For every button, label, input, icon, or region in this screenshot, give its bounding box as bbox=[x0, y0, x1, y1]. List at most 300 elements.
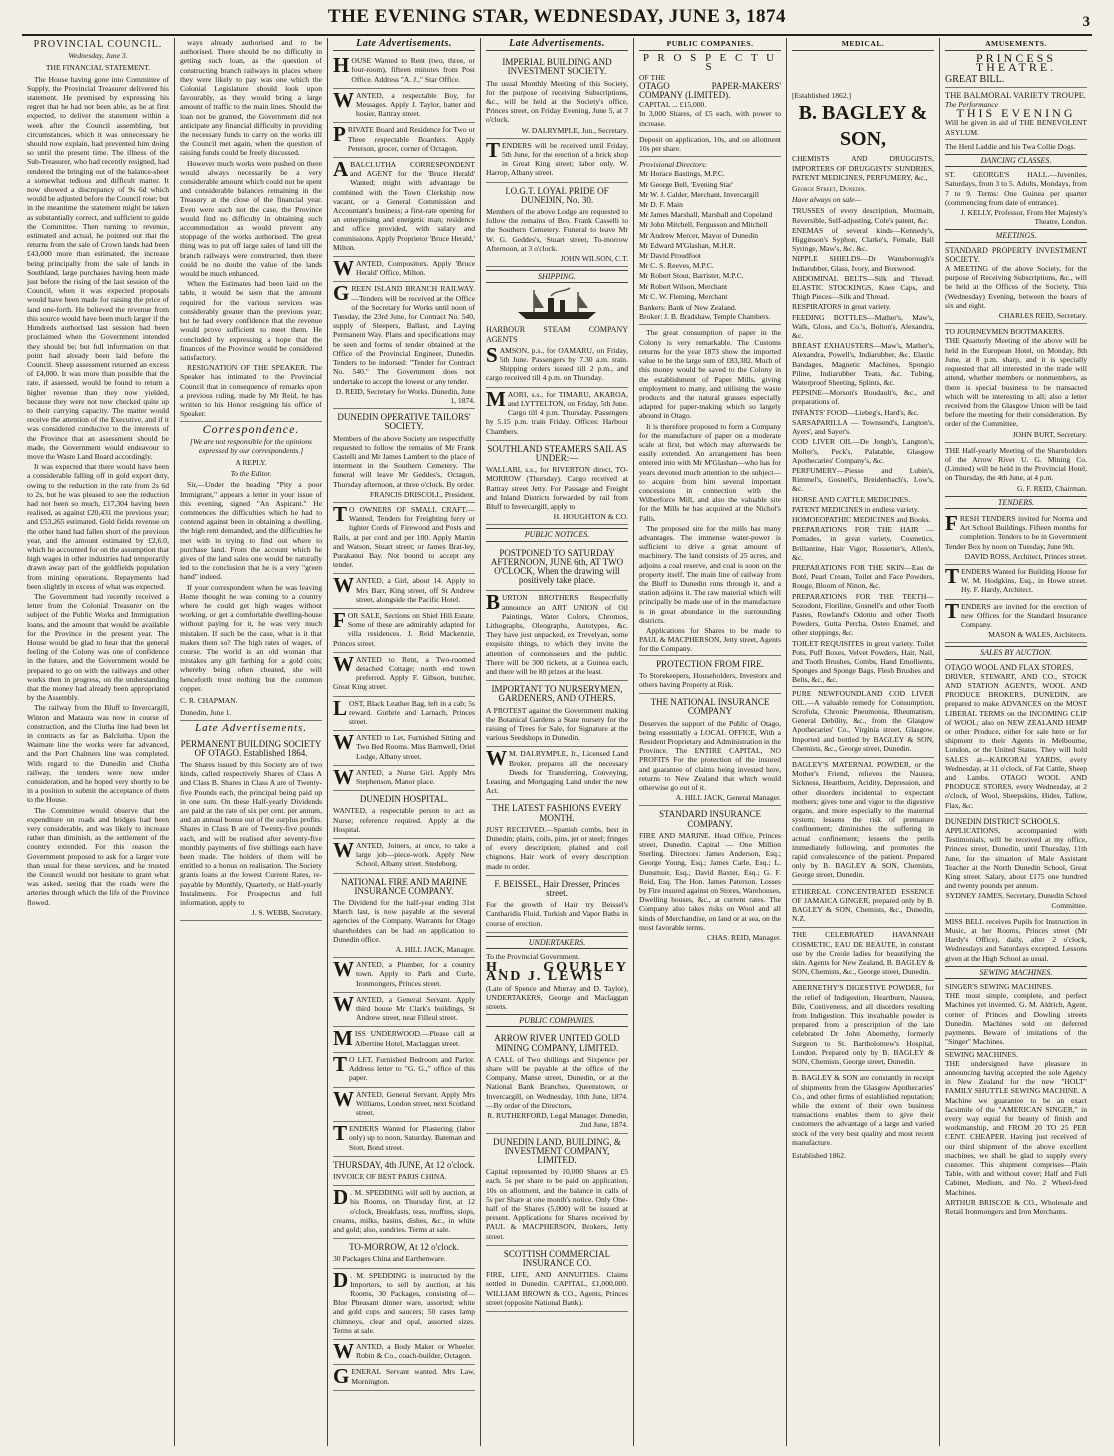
ad-text: ANTED, a Body Maker or Wheeler. Robin & Co., coach-builder, Octagon. bbox=[356, 1341, 475, 1361]
ad-heading: ARROW RIVER UNITED GOLD MINING COMPANY, LIMITED. bbox=[494, 1033, 620, 1053]
schools-sign: SYDNEY JAMES, Secretary, Dunedin School Committee. bbox=[945, 891, 1087, 910]
ad-body bbox=[333, 1267, 475, 1335]
ad-body: ABERNETHY'S DIGESTIVE POWDER, for the relief of Indigestion, Heartburn, Nausea, Bile, Costiveness, and all disorders resulting from Indigestion. This invaluable powder is prepared from a prescription of the late celebrated Dr John Abernethy, formerly Surgeon to St. Bartholomew's Hospital, London. Prepared only by B. BAGLEY & SON, Chemists, George street, Dunedin. bbox=[792, 983, 934, 1067]
ad-drop-cap: W bbox=[333, 838, 354, 863]
ad-text: O LET, Furnished Bedroom and Parlor. Address letter to "G. G.," office of this paper. bbox=[349, 1054, 475, 1083]
ad-heading: DUNEDIN HOSPITAL. bbox=[359, 794, 449, 805]
advertisement bbox=[333, 766, 475, 791]
ad-text: RIVATE Board and Residence for Two or Three respectable Boarders. Apply Peterson, grocer, corner of Octagon. bbox=[347, 125, 475, 153]
ad-heading: NATIONAL FIRE AND MARINE INSURANCE COMPANY. bbox=[341, 876, 467, 896]
ad-glasgow bbox=[792, 1071, 934, 1151]
product-line: BREAST EXHAUSTERS—Maw's, Mather's, Alexandra, Powell's, Indiarubber, &c. Elastic Bandages, Magnetic Machines, Spongio Piline, Indiarubber Teats, &c. Tubing, Waterproof Sheeting, Splints, &c. bbox=[792, 341, 934, 388]
ad-body bbox=[333, 501, 475, 570]
director-name: Mr George Bell, 'Evening Star' bbox=[639, 179, 733, 189]
ad-body bbox=[333, 991, 475, 1023]
ad-text: ANTED to Rent, a Two-roomed detached Cottage; north end town preferred. Apply F. Gibson, butcher, Great King street. bbox=[333, 654, 475, 692]
ad-text: ANTED, a Girl, about 14. Apply to Mrs Barr, King street, off St Andrew street, alongside the Pacific Hotel. bbox=[356, 576, 475, 604]
product-line: SARSAPARILLA — Townsend's, Langton's, Ayers', and Sayer's. bbox=[792, 417, 934, 437]
ad-drop-cap: P bbox=[333, 122, 346, 147]
dancing-body: ST. GEORGE'S HALL.—Juveniles, Saturdays, from 3 to 5. Adults, Mondays, from 7 to 9. Terms: One Guinea per quarter (commencing from date of entrance). bbox=[945, 170, 1087, 207]
ad-body bbox=[333, 1172, 475, 1181]
advertisement bbox=[333, 574, 475, 609]
ad-text: ANTED, Joiners, at once, to take a large job—piece-work. Apply New School, Albany street. Stedeborg. bbox=[356, 841, 475, 869]
ad-text: RESH TENDERS invited for Norma and Art School Buildings. Fifteen months for completion. Tenders to be in Government Tender Box by noon on Tuesday, June 9th. bbox=[945, 513, 1087, 551]
ad-drop-cap: D bbox=[333, 1267, 349, 1292]
ad-drop-cap: A bbox=[333, 157, 349, 182]
ad-body bbox=[333, 730, 475, 761]
capital-line: CAPITAL ... £15,000. bbox=[639, 100, 707, 110]
ad-body bbox=[333, 281, 475, 386]
letter-title: A REPLY. bbox=[235, 457, 267, 467]
advertisement bbox=[486, 747, 628, 800]
ad-heading: DUNEDIN LAND, BUILDING, & INVESTMENT COMPANY, LIMITED. bbox=[493, 1136, 621, 1165]
advertisement bbox=[333, 1122, 475, 1157]
advertisement bbox=[333, 123, 475, 158]
ad-drop-cap: T bbox=[333, 1051, 348, 1076]
advertisement bbox=[333, 791, 475, 839]
ad-text: Members of the above Society are respectfully requested to follow the remains of Mr Frank Castelli and Mr James Lambert to the place of interment in the Southern Cemetery. The funeral will leave Mr Geddes's, Octagon, Thursday afternoon, at three o'clock. By order. bbox=[333, 433, 475, 489]
letter-place: Dunedin, June 1. bbox=[180, 708, 232, 718]
columns bbox=[22, 38, 1092, 1446]
column-2 bbox=[175, 38, 328, 1446]
music-body: MISS BELL receives Pupils for Instruction in Music, at her Rooms, Princes street (Mr Hardy's Office), daily, after 2 o'clock, Wednesdays and Saturdays excepted. Lessons given at the High School as usual. bbox=[945, 916, 1087, 963]
shipping-list bbox=[486, 344, 628, 525]
ad-maternal-powder bbox=[792, 758, 934, 885]
product-line: PEPSINE—Morson's Boudault's, &c., and preparations of. bbox=[792, 388, 934, 407]
tenders-list bbox=[945, 512, 1087, 643]
ad-heading: POSTPONED TO SATURDAY AFTERNOON, JUNE 6th, AT TWO O'CLOCK, When the drawing will positively take place. bbox=[490, 547, 624, 586]
ad-protection bbox=[639, 655, 781, 695]
advertisement bbox=[333, 503, 475, 574]
ad-signature: J. S. WEBB, Secretary. bbox=[251, 908, 322, 918]
column-heading: PUBLIC COMPANIES. bbox=[639, 38, 781, 51]
ad-signature: W. DALRYMPLE, Jun., Secretary. bbox=[521, 125, 628, 135]
directors-list bbox=[639, 169, 781, 301]
ad-drop-cap: F bbox=[945, 510, 958, 535]
advertisement bbox=[333, 1340, 475, 1365]
ad-text: URTON BROTHERS Respectfully announce an ART UNION of Oil Paintings, Water Colors, Chromos, Lithographs, Oleographs, Autotypes, &c. They have just unpacked, ex Trevelyan, some exquisite things, to which they invite the attention of connoisseurs and the public. There will be 300 tickets, at a Guinea each, and there will be 80 prizes at the least. bbox=[486, 593, 628, 676]
performance-line: The Performance bbox=[945, 100, 998, 110]
prospectus-paragraph: The great consumption of paper in the Colony is very remarkable. The Customs returns for the year 1873 show the imported value to be the large sum of £83,382. Much of this money would be saved to the Colony in the establishment of Paper Mills, giving employment to many, and utilising the waste products and the natural grasses especially adapted for paper-making which so largely abound in Otago. bbox=[639, 328, 781, 421]
ads-list bbox=[333, 54, 475, 1391]
divider bbox=[639, 156, 781, 157]
ad-drop-cap: W bbox=[333, 991, 354, 1016]
ad-heading: I.O.G.T. LOYAL PRIDE OF DUNEDIN, No. 30. bbox=[505, 185, 609, 205]
ad-text: ENDERS Wanted for Plastering (labor only) up to noon, Saturday. Bateman and Stott, Bond street. bbox=[349, 1124, 475, 1152]
ad-body bbox=[486, 465, 628, 511]
ad-text: AORI, s.s., for TIMARU, AKAROA, and LYTTELTON, on Friday, 5th June. Cargo till 4 p.m. Thursday. Passengers by 5.15 p.m. train Friday. Offices: Harbour Chambers. bbox=[486, 389, 628, 436]
letter-paragraph: Sir,—Under the heading "Pity a poor Immigrant," appears a letter in your issue of this evening, signed "An Aspirant." He commences the difficulties which he had to contend against been in obtaining a dwelling, the high rent demanded, and the difficulties he met with in trying to find out where to purchase land. From the account which he gives of the land sales one would be naturally led to the conclusion that he is a very "green hand" indeed. bbox=[180, 480, 322, 582]
masthead bbox=[22, 6, 1092, 36]
advertisement bbox=[486, 344, 628, 388]
correspondence-disclaimer: [We are not responsible for the opinions expressed by our correspondents.] bbox=[190, 436, 312, 455]
ad-text: ENDERS Wanted for Building House for W. M. Hodgkins, Esq., in Howe street. Hy. F. Hardy, Architect. bbox=[961, 566, 1087, 595]
ad-text: . M. SPEDDING is instructed by the Importers, to sell by auction, at his Rooms, 30 Packages, consisting of—Blue Pheasant dinner ware, assorted; white and gold cups and saucers; 50 cases lamp chimneys, clear and opal, assorted sizes. Terms at sale. bbox=[333, 1270, 475, 1335]
sewing2-title: SEWING MACHINES. bbox=[945, 1049, 1087, 1059]
ad-text: WALLABI, s.s., for RIVERTON direct, TO-MORROW (Thursday). Cargo received at Rattray street Jetty. For Passage and Freight and Inland Districts forwarded by rail from Bluff to Invercargill, apply to bbox=[486, 465, 628, 511]
advertisement bbox=[486, 545, 628, 592]
singer-body: THE most simple, complete, and perfect Machines yet invented. G. M. Aldrich, Agent, corner of Princes and Dowling streets Dunedin. Machines sold on deferred payments. Beware of imitations of the "Singer" Machines. bbox=[945, 991, 1087, 1047]
ad-body bbox=[486, 137, 628, 178]
ad-drop-cap: T bbox=[945, 563, 960, 588]
article-paragraph: It was expected that there would have been a considerable falling off in gold export duty, owing to the reduction in the rate from 2s 6d to 2s, but he was pleased to see the reduction had not been so much, £17,304 having been realised, as against £20,431 the previous year; and £53,265 estimated. Gold fields revenue on the other hand had fallen short of the previous year, and the amount estimated by £2,6.0, which he accounted for on the assumption that high wages in other industries had temporarily drawn away part of the goldfields population from mining operations. Repayments had been slightly in excess of what was expected. bbox=[27, 462, 169, 591]
column-heading: MEDICAL. bbox=[792, 38, 934, 51]
firm-sub: CHEMISTS AND DRUGGISTS, IMPORTERS OF DRUGGISTS' SUNDRIES, PATENT MEDICINES, PERFUMERY, &c., bbox=[792, 154, 934, 182]
advertisement bbox=[486, 388, 628, 441]
ad-body: B. BAGLEY & SON are constantly in receipt of shipments from the Glasgow Apothecaries' Co., and other firms of established reputation; while the extent of their own business transactions enables them to give their customers the advantage of a large and varied stock of the very best quality and most recent manufacture. bbox=[792, 1073, 934, 1147]
ad-text: ANTED, General Servant. Apply Mrs Williams, London street, next Scotland street. bbox=[356, 1089, 475, 1117]
ad-text: WANTED, a respectable person to act as Nurse; reference required. Apply at the Hospital. bbox=[333, 806, 475, 834]
ad-body bbox=[486, 746, 628, 796]
ad-signature: A. HILL JACK, General Manager. bbox=[675, 793, 781, 803]
advertisement bbox=[486, 139, 628, 183]
advertisement bbox=[486, 591, 628, 681]
product-line: ABDOMINAL BELTS—Silk and Thread. ELASTIC STOCKINGS, Knee Caps, and Thigh Pieces—Silk and Thread. bbox=[792, 273, 934, 302]
standard-property-title: STANDARD PROPERTY INVESTMENT SOCIETY. bbox=[945, 245, 1087, 264]
ad-drop-cap: T bbox=[333, 501, 348, 526]
advertisement bbox=[333, 1186, 475, 1239]
ad-text: O OWNERS OF SMALL CRAFT.—Wanted, Tenders for Freighting ferry or lighter Cords of Firewood and Posts and Rails, at per cord and per 100. Apply Martin and Watson, Stuart street; or James Brat-ley, Purakanui Bay. Not bound to accept any tender. bbox=[333, 504, 475, 570]
director-name: Mr C. W. Fleming, Merchant bbox=[639, 291, 728, 301]
divider bbox=[945, 913, 1087, 914]
ad-drop-cap: B bbox=[486, 590, 501, 615]
ad-heading: THURSDAY, 4th JUNE, At 12 o'clock. bbox=[333, 1159, 475, 1170]
ad-body bbox=[333, 1254, 475, 1263]
ad-body: The Shares issued by this Society are of two kinds, called respectively Shares of Class A and Class B. Shares in Class A are of Twenty-five Pounds each, the principal being paid up in one sum. On these Half-yearly Dividends are paid at the rate of six per cent. per annum, and an annual bonus out of the surplus profits. Shares in Class B are of Twenty-five pounds each, and will be realised after seventy-five monthly payments of five shillings each have been made. The holders of them will be entitled to a bonus on realisation. The Society grants loans at the lowest Current Rates, re-payable by Monthly, Quarterly, or Half-yearly Instalments. For Prospectus and full information, apply to bbox=[180, 760, 322, 908]
great-bill: GREAT BILL. bbox=[945, 73, 1005, 85]
advertisement bbox=[333, 1157, 475, 1186]
ad-drop-cap: W bbox=[486, 746, 507, 771]
divider bbox=[945, 323, 1087, 324]
ad-drop-cap: W bbox=[333, 651, 354, 676]
ad-body bbox=[486, 79, 628, 125]
ad-body bbox=[333, 764, 475, 789]
ad-text: OST, Black Leather Bag, left in a cab; 5s reward. Guthrie and Larnach, Princes street. bbox=[349, 698, 475, 726]
advertisement bbox=[333, 89, 475, 124]
ad-text: REEN ISLAND BRANCH RAILWAY.—Tenders will be received at the Office of the Secretary for Works until noon of Tuesday, the 23rd June, for Contract No. 540, supply of Sleepers, Ballast, and Laying Permanent Way. Plans and specifications may be seen and forms of tender obtained at the Office of the Provincial Engineer, Dunedin. Tenders to be indorsed: "Tender for Contract No. 540." The Government does not undertake to accept the lowest or any tender. bbox=[333, 284, 475, 386]
ad-drop-cap: W bbox=[333, 573, 354, 598]
advertisement bbox=[333, 409, 475, 503]
schools-body: APPLICATIONS, accompanied with Testimonials, will be received at my office, Princes street, Dunedin, until Thursday, 11th June, for the situation of Male Assistant Teacher at the North Dunedin School, Great King street. Salary, about £175 one hundred and twenty pounds per annum. bbox=[945, 826, 1087, 891]
ad-body bbox=[333, 607, 475, 648]
advertisement bbox=[333, 839, 475, 874]
ad-heading: DUNEDIN OPERATIVE TAILORS' SOCIETY. bbox=[337, 412, 471, 432]
wool-title: OTAGO WOOL AND FLAX STORES. bbox=[945, 662, 1074, 672]
director-name: Mr Horace Bastings, M.P.C. bbox=[639, 169, 725, 179]
sewing-title: SEWING MACHINES. bbox=[945, 966, 1087, 979]
ad-building-society bbox=[180, 736, 322, 922]
ad-heading: SCOTTISH COMMERCIAL INSURANCE CO. bbox=[503, 1248, 611, 1268]
ad-body bbox=[333, 573, 475, 604]
ad-text: ENERAL Servant wanted. Mrs Law, Mornington. bbox=[351, 1367, 475, 1386]
advertisement bbox=[333, 54, 475, 89]
undertaker-name: H. GOURLEY AND J. LEWIS bbox=[486, 960, 628, 985]
deposit-line: Deposit on application, 10s, and on allotment 10s per share. bbox=[639, 134, 781, 154]
ad-ginger bbox=[792, 885, 934, 929]
column-1 bbox=[22, 38, 175, 1446]
singer-title: SINGER'S SEWING MACHINES. bbox=[945, 982, 1053, 992]
ad-heading: IMPORTANT TO NURSERYMEN, GARDENERS, AND OTHERS. bbox=[491, 684, 623, 704]
advertisement bbox=[333, 1269, 475, 1340]
bankers: Bankers: Bank of New Zealand. bbox=[639, 303, 737, 313]
directors-title: Provisional Directors: bbox=[639, 160, 708, 170]
article-paragraph: RESIGNATION OF THE SPEAKER. The Speaker has intimated to the Provincial Council that in consequence of remarks upon a previous ruling, made by Mr Reid, he has written to his Honor resigning his office of Speaker. bbox=[180, 363, 322, 419]
product-line: PATENT MEDICINES in endless variety. bbox=[792, 504, 920, 514]
article-paragraph: The House having gone into Committee of Supply, the Provincial Treasurer delivered his statement. He premised by expressing his regret that he had not been able, as he at first expected, to deliver the statement within a week after the Council assembling, but circumstances, which it was unnecessary he should now explain, had prevented him doing so until the present time. The illness of the Sub-Treasurer, who had recently resigned, had rendered the bringing out of the balance-sheet a somewhat tedious and difficult matter. It now showed a discrepancy of 9s 6d which would be adjusted before the Council rose; but in the meantime the statement might be taken as substantially correct, and sufficient to guide the Committee. Then turning to revenue, estimated and actual, he pointed out that the returns from the sale of Crown lands had been £43,000 more than estimated, the increase being principally from the sale of lands in Southland, large purchases having been made just before the rising of the last session of the Council, when it was expected proposals would have been made for raising the price of land one-forth. He believed the revenue from this source would have been much larger if the Hundreds authorised last session had been proclaimed when the Government intended they should be; but full information on that point had already been laid before the Council. Sheep assessment returned an excess of £4,000. It was more than possible that the rate, if assessed, would be found to return a higher revenue than they now yielded, because they were not now checked quite up to their carrying capacity. The matter would receive the attention of the Executive, and if it was considered conducive to the interests of the Province that an assessment should be made, the Government would endeavour to move the Waste Land Board accordingly. bbox=[27, 74, 169, 461]
ad-heading: TO-MORROW, At 12 o'clock. bbox=[349, 1242, 459, 1253]
undertakers-sub: To the Provincial Government. bbox=[486, 952, 580, 962]
director-name: Mr C. S. Reeves, M.P.C. bbox=[639, 261, 714, 271]
ad-arrow-river bbox=[486, 1030, 628, 1133]
ad-drop-cap: H bbox=[333, 53, 350, 78]
product-line: TRUSSES of every description, Mocmain, Reversible, Self-adjusting, Cole's patent, &c. bbox=[792, 206, 934, 225]
tenders-title: TENDERS. bbox=[945, 496, 1087, 509]
ad-text: BALCLUTHA CORRESPONDENT and AGENT for the 'Bruce Herald' Wanted; might with advantage be combined with the Town Clerkship now vacant, or a General Commission and Accountant's business; a first-rate opening for an enterprising and energetic man; residence and office provided, with salary and commissions. Apply Proprietor 'Bruce Herald,' Milton. bbox=[333, 160, 475, 252]
correspondence-title: Correspondence. bbox=[202, 422, 300, 437]
schools-title: DUNEDIN DISTRICT SCHOOLS. bbox=[945, 816, 1060, 826]
holt-body: THE undersigned have pleasure in announcing having accepted the sole Agency in New Zealand for the new "HOLT" FAMILY SHUTTLE SEWING MACHINE. A Machine we guarantee to be an exact facsimile of the "AMERICAN SINGER," in every way equal for beauty of finish and workmanship, and FROM 20 TO 25 PER CENT. CHEAPER. Having just received of our third shipment of the above excellent machines, we shall be glad to supply every customer. This shipment comprises—Plain Table, with and without cover; Half and Full Cabinet, Medium, and No. 2 Wheel-feed Machines. bbox=[945, 1058, 1087, 1197]
broker: Broker: J. B. Bradshaw, Temple Chambers. bbox=[639, 312, 771, 322]
ad-text: ANTED, a respectable Boy, for Messages. Apply J. Taylor, hatter and hosier, Rattray street. bbox=[356, 90, 475, 119]
ad-text: INVOICE OF BEST PARIS CHINA. bbox=[333, 1171, 447, 1181]
of-the: OF THE bbox=[639, 72, 666, 82]
subhead-financial: THE FINANCIAL STATEMENT. bbox=[45, 63, 151, 73]
advertisement bbox=[486, 800, 628, 875]
advertisement bbox=[945, 512, 1087, 565]
newspaper-title: THE EVENING STAR, WEDNESDAY, JUNE 3, 1874 bbox=[327, 6, 787, 27]
advertisement bbox=[486, 681, 628, 747]
ad-body: A CALL of Two shillings and Sixpence per share will be payable at the office of the Company, Manse street, Dunedin, or at the National Bank Branches, Queenstown, or Invercargill, on Wednesday, 10th June, 1874.—By order of the Directors, bbox=[486, 1054, 628, 1110]
ad-drop-cap: W bbox=[333, 1086, 354, 1111]
director-name: Mr John Mitchell, Fergusson and Mitchell bbox=[639, 220, 768, 230]
divider bbox=[945, 813, 1087, 814]
advertisement bbox=[333, 653, 475, 697]
ad-text: OUSE Wanted to Rent (two, three, or four-room), fifteen minutes from Post Office. Address "A. J.," Star Office. bbox=[351, 56, 475, 84]
product-line: INFANTS' FOOD—Liebeg's, Hard's, &c. bbox=[792, 407, 919, 417]
ad-body bbox=[333, 1051, 475, 1083]
ad-body bbox=[945, 563, 1087, 595]
ad-body bbox=[333, 898, 475, 944]
ad-text: ANTED to Let, Furnished Sitting and Two Bed Rooms. Miss Barnwell, Oriel Lodge, Albany street. bbox=[356, 733, 475, 761]
ad-national-insurance bbox=[639, 694, 781, 806]
ad-drop-cap: T bbox=[945, 598, 960, 623]
ad-drop-cap: D bbox=[333, 1185, 349, 1210]
director-name: Mr Robert Stout, Barrister, M.P.C. bbox=[639, 271, 744, 281]
ad-heading: SOUTHLAND STEAMERS SAIL AS UNDER:— bbox=[487, 443, 627, 463]
column-heading: Late Advertisements. bbox=[486, 38, 628, 51]
ad-text: ENDERS are invited for the erection of new Offices for the Standard Insurance Company. bbox=[961, 601, 1087, 629]
firm-address: George Street, Dunedin. bbox=[792, 184, 867, 194]
ad-text: JUST RECEIVED.—Spanish combs, best in Dunedin; plaits, coils, pins, jet or steel; fringes of every description; plaited and coil chignons. Hair work of every description made to order. bbox=[486, 824, 628, 871]
shipping-section-title: SHIPPING. bbox=[486, 270, 628, 283]
ad-text: AMSON, p.s., for OAMARU, on Friday, 5th June. Passengers by 7.30 a.m. train. Shipping orders issued till 2 p.m., and cargo received till 4 p.m. on Thursday. bbox=[486, 345, 628, 383]
advertisement bbox=[333, 1088, 475, 1123]
dancing-sign: J. KELLY, Professor, From Her Majesty's Theatre, London. bbox=[960, 208, 1087, 227]
established: [Established 1862.] bbox=[792, 91, 852, 101]
advertisement bbox=[333, 158, 475, 257]
benefit-line: Will be given in aid of THE BENEVOLENT ASYLUM. bbox=[945, 118, 1087, 137]
ad-signature: D. REID, Secretary for Works. Dunedin, June 1, 1874. bbox=[335, 386, 475, 405]
director-name: Mr Andrew Mercer, Mayor of Dunedin bbox=[639, 230, 759, 240]
products-list bbox=[792, 206, 934, 684]
ad-body bbox=[333, 434, 475, 489]
product-line: FEEDING BOTTLES—Mather's, Maw's, Walk, Gloss, and Co.'s, Bolton's, Alexandra, &c. bbox=[792, 312, 934, 341]
divider bbox=[180, 720, 322, 721]
advertisement bbox=[333, 993, 475, 1028]
page-number: 3 bbox=[1082, 14, 1090, 30]
ad-text: Members of the above Lodge are requested to follow the remains of Bro. Frank Casselli to the Southern Cemetery. Funeral to leave Mr W. G. Geddes's, Stuart street, To-morrow Afternoon, at 3 o'clock. bbox=[486, 207, 628, 253]
ad-body bbox=[333, 806, 475, 834]
ad-drop-cap: F bbox=[333, 607, 346, 632]
ad-signature: MASON & WALES, Architects. bbox=[988, 630, 1087, 640]
ad-heading: STANDARD INSURANCE COMPANY. bbox=[658, 809, 762, 829]
ad-drop-cap: G bbox=[333, 1364, 350, 1389]
undertakers-section-title: UNDERTAKERS. bbox=[486, 936, 628, 949]
ad-text: ANTED, a General Servant. Apply third house Mr Clark's buildings, St Andrew street, near Filleul street. bbox=[356, 994, 475, 1023]
divider bbox=[945, 442, 1087, 443]
ad-body bbox=[486, 342, 628, 383]
product-line: PREPARATIONS FOR THE HAIR — Pomades, in great variety, Cosmetics, Brillantine, Hair Vigor, Rossetter's, Allen's, &c. bbox=[792, 525, 934, 562]
capital-sub: In 3,000 Shares, of £5 each, with power to increase. bbox=[639, 109, 781, 128]
product-line: ENEMAS of several kinds—Kennedy's, Higginson's Syphon, Clarke's, Female, Ball Syringe, Maw's, &c. &c. bbox=[792, 225, 934, 254]
ad-body bbox=[333, 1121, 475, 1152]
director-name: Mr James Marshall, Marshall and Copeland bbox=[639, 210, 773, 220]
director-name: Mr Edward M'Glashan, M.H.R. bbox=[639, 240, 736, 250]
article-paragraph: The Government had recently received a letter from the Colonial Treasurer on the subject of the Public Works and Immigration loans, and the amount that would be available for the Province in the present year. The House would be glad to hear that the general feeling of the Colony was one of confidence in the future, and the Government would be prepared to go on with the railways and other works then in progress, on the understanding that the money had already been appropriated by the Assembly. bbox=[27, 591, 169, 703]
bootmakers-title: TO JOURNEYMEN BOOTMAKERS. bbox=[945, 327, 1065, 337]
troupe-name: THE BALMORAL VARIETY TROUPE. bbox=[945, 89, 1087, 100]
public-companies-title: PUBLIC COMPANIES. bbox=[486, 1014, 628, 1027]
prospectus-heading: P R O S P E C T U S bbox=[642, 52, 778, 74]
ad-signature: H. HOUGHTON & CO. bbox=[553, 512, 628, 522]
ad-text: A PROTEST against the Government making the Botanical Gardens a State nursery for the raising of Trees for Sale, for Signature at the various Seedshops in Dunedin. bbox=[486, 705, 628, 743]
ad-cod-liver-oil bbox=[792, 686, 934, 758]
letter-to: To the Editor. bbox=[230, 469, 272, 479]
ad-body bbox=[333, 87, 475, 119]
prospectus-paragraph: Applications for Shares to be made to PAUL & MACPHERSON, Jetty street, Agents for the Company. bbox=[639, 625, 781, 654]
ad-scottish bbox=[486, 1246, 628, 1312]
advertisement bbox=[945, 600, 1087, 644]
advertisement bbox=[333, 697, 475, 732]
advertisement bbox=[945, 565, 1087, 600]
ad-body: BAGLEY'S MATERNAL POWDER, or the Mother's Friend, relieves the Nausea, Sickness, Heartburn, Acidity, Depression, and other disorders incidental to expectant mothers; gives tone and vigor to the digestive organs, and more especially to the maternal system; lessens the risk of premature confinement; diminishes the suffering in actual confinement; lessens the perils immediately following, and promotes the rapid convalescence of the patient. Prepared only by B. BAGLEY & SON, Chemists, George street, Dunedin. bbox=[792, 760, 934, 880]
ad-drop-cap: T bbox=[486, 137, 501, 162]
ad-heading: PERMANENT BUILDING SOCIETY OF OTAGO. Established 1864. bbox=[180, 738, 322, 758]
ad-abernethy bbox=[792, 981, 934, 1071]
column-5 bbox=[634, 38, 787, 1446]
ad-signature: DAVID ROSS, Architect, Princes street. bbox=[964, 551, 1087, 561]
ad-body bbox=[486, 706, 628, 743]
ad-drop-cap: M bbox=[486, 386, 506, 411]
late-ads-title: Late Advertisements. bbox=[194, 722, 308, 735]
standard-property-body: A MEETING of the above Society, for the purpose of Receiving Subscriptions, &c., will be held at the Offices of the Society, This (Wednesday) Evening, between the hours of six and eight. bbox=[945, 264, 1087, 310]
column-6 bbox=[787, 38, 940, 1446]
letter-paragraph: If your correspondent when he was leaving Home thought he was coming to a country where he could get high wages without working, or get a comfortable dwelling-house without paying for it, he was very much mistaken. If such be the case, what is it that makes them so? The high rates of wages, of course. The world is an old woman that mistakes any gilt farthing for a gold coin; whereby being often cheated, she will henceforth trust nothing but the common copper. bbox=[180, 582, 322, 693]
ad-body bbox=[333, 122, 475, 153]
product-line: PERFUMERY—Piesse and Lubin's, Rimmel's, Gosnell's, Breidenbach's, Low's, &c. bbox=[792, 465, 934, 494]
ad-drop-cap: W bbox=[333, 764, 354, 789]
ad-drop-cap: W bbox=[333, 730, 354, 755]
ad-drop-cap: L bbox=[333, 695, 348, 720]
ad-body bbox=[486, 825, 628, 871]
column-7 bbox=[940, 38, 1092, 1446]
established-close: Established 1862. bbox=[792, 1150, 846, 1160]
ad-text: The usual Monthly Meeting of this Society, for the purpose of receiving Subscriptions, &c., will be held at the Society's office, Princes street, on Friday Evening, June 5, at 7 o'clock. bbox=[486, 78, 628, 125]
ad-body bbox=[945, 510, 1087, 551]
have-sale: Have always on sale— bbox=[792, 195, 862, 205]
director-name: Mr D. F. Main bbox=[639, 200, 683, 210]
ad-body bbox=[945, 598, 1087, 630]
director-name: Mr David Proudfoot bbox=[639, 251, 702, 261]
this-evening: THIS EVENING bbox=[956, 106, 1076, 121]
ad-text: For the growth of Hair try Beissel's Cantharidis Fluid. Turkish and Vapor Baths in course of erection. bbox=[486, 900, 628, 928]
product-line: RESPIRATORS in great variety. bbox=[792, 302, 891, 312]
notices-section-title: PUBLIC NOTICES. bbox=[486, 528, 628, 541]
ad-body bbox=[333, 53, 475, 84]
ad-text: ENDERS will be received until Friday, 5th June, for the erection of a brick shop in Great King street; labor only. W. Harrop, Albany street. bbox=[486, 140, 628, 178]
steamship-icon bbox=[512, 286, 602, 322]
ad-heading: PROTECTION FROM FIRE. bbox=[656, 658, 764, 669]
divider bbox=[639, 131, 781, 132]
ad-drop-cap: T bbox=[333, 1121, 348, 1146]
ad-body bbox=[333, 157, 475, 252]
ad-body bbox=[333, 1364, 475, 1389]
ad-heading: IMPERIAL BUILDING AND INVESTMENT SOCIETY. bbox=[502, 57, 612, 77]
prospectus-paragraph: The proposed site for the mills has many advantages. The immense water-power is sufficient to drive a great amount of machinery. The land consists of 25 acres, and adjoins a coal reserve, and coal is soon on the property itself. The main line of railway from the Bluff to Dunedin runs through it, and a station adjoins it. The raw material which will principally be made use of in the manufacture is in great abundance in the surrounding districts. bbox=[639, 523, 781, 625]
ad-drop-cap: G bbox=[333, 281, 350, 306]
section-heading-provincial-council: PROVINCIAL COUNCIL. bbox=[33, 39, 163, 50]
ad-heading: F. BEISSEL, Hair Dresser, Princes street. bbox=[494, 878, 620, 899]
ad-body: FIRE AND MARINE. Head Office, Princes street, Dunedin. Capital — One Million Sterling. Directors: James Anderson, Esq.; George Young, Esq.; James Carle, Esq.; L. Dunsmuir, Esq.; David Baxter, Esq.; G. F. Reid, Esq. The Hon. James Paterson. Losses by Fire insured against on Stores, Warehouses, Dwelling houses, &c., at current rates. The Company also takes risks on Wool and all kinds of Merchandise, on land or at sea, on the most favorable terms. bbox=[639, 830, 781, 932]
ad-signature: FRANCIS DRISCOLL, President. bbox=[369, 489, 475, 499]
ad-text: ANTED, a Plumber, for a country town. Apply to Park and Curle, Ironmongers, Princes street. bbox=[356, 960, 475, 988]
shipping-subheading: HARBOUR STEAM COMPANY AGENTS bbox=[486, 325, 628, 344]
ad-body bbox=[333, 1185, 475, 1234]
advertisement bbox=[486, 54, 628, 139]
ad-drop-cap: M bbox=[333, 1026, 353, 1051]
ad-text: M. DALRYMPLE, Jr., Licensed Land Broker, prepares all the necessary Deeds for Transferring, Conveying, Leasing, and Mortgaging Land under the new Act. bbox=[486, 749, 628, 796]
laddie-line: The Herd Laddie and his Twa Collie Dogs. bbox=[945, 139, 1087, 151]
ad-body bbox=[333, 838, 475, 869]
firm-name: B. BAGLEY & SON, bbox=[798, 102, 928, 151]
advertisement bbox=[333, 257, 475, 282]
product-line: NIPPLE SHIELDS—Dr Wansborough's Indiarubber, Glass, Ivory, and Boxwood. bbox=[792, 254, 934, 273]
prospectus-paragraph: It is therefore proposed to form a Company for the manufacture of paper on a moderate scale at first, but which may afterwards be easily extended. An arrangement has been entered into with Mr M'Glashan—who has for years devoted much attention to the subject—to acquire from him several important concessions in connection with the Wilberforce Mill, and also the valuable site for the Mills he has acquired at the Nichol's Falls. bbox=[639, 421, 781, 523]
advertisement bbox=[333, 1365, 475, 1390]
theatre-name: PRINCESS THEATRE. bbox=[975, 51, 1057, 75]
ads-list bbox=[486, 54, 628, 267]
ad-body: FIRE, LIFE, AND ANNUITIES. Claims settled in Dunedin. CAPITAL, £1,000,000. WILLIAM BROWN & CO., Agents, Princes street (opposite National Bank). bbox=[486, 1270, 628, 1307]
ad-signature: A. HILL JACK, Manager. bbox=[395, 945, 475, 955]
article-paragraph: However much works were pushed on there would always necessarily be a very considerable amount which could not be spent and considerable balances remaining in the Treasury at the close of the financial year. Even were such not the case, the Province would find no difficulty in obtaining such accommodation as would prevent any stoppage of the works authorised. The great thing was to put off large sales of land till the branch railways were constructed, then there could be no doubt the value of the lands would be much enhanced. bbox=[180, 158, 322, 279]
advertisement bbox=[486, 441, 628, 526]
company-name: OTAGO PAPER-MAKERS' COMPANY (LIMITED). bbox=[639, 80, 781, 101]
bootmakers-sign: JOHN BURT, Secretary. bbox=[1012, 429, 1087, 439]
ad-text: ANTED, a Nurse Girl. Apply Mrs Stephenson, Manor place. bbox=[356, 767, 475, 787]
advertisement bbox=[333, 1027, 475, 1052]
advertisement bbox=[333, 1053, 475, 1088]
ad-text: . M. SPEDDING will sell by auction, at his Rooms, on Thursday first, at 12 o'clock, Breakfasts, teas, muffins, slops, creams, milks, basins, dishes, &c., in white and gold; also, sundries. Terms at sale. bbox=[333, 1188, 475, 1234]
ad-body: Capital represented by 10,000 Shares at £5 each. 5s per share to be paid on application, 10s on allotment, and the balance in calls of 5s per Share at one month's notice. Only One-half of the Shares (5,000) will be issued at present. Applications for Shares received by PAUL & MACPHERSON, Brokers, Jetty street. bbox=[486, 1167, 628, 1241]
ad-standard-insurance bbox=[639, 806, 781, 945]
article-paragraph: The Committee would observe that the expenditure on roads and bridges had been very considerable, and was likely to increase rather than diminish, as the settlement of the country extended. For this reason the Government proposed to ask for a larger vote than usual for these services, and he trusted the Council would not hesitate to grant what was asked, seeing that the roads were the arteries through which the life of the Province flowed. bbox=[27, 805, 169, 907]
shareholders-body: THE Half-yearly Meeting of the Shareholders of the Arrow River U. G. Mining Co. (Limited) will be held in the Provincial Hotel, on Thursday, the 4th June, at 4 p.m. bbox=[945, 445, 1087, 483]
advertisement bbox=[333, 731, 475, 766]
product-line: COD LIVER OIL—De Jongh's, Langton's, Moller's, Peck's, Palatable, Glasgow Apothecaries' Company's, &c. bbox=[792, 437, 934, 465]
advertisement bbox=[333, 609, 475, 653]
advertisement bbox=[333, 874, 475, 959]
ad-text: 30 Packages China and Earthenware. bbox=[333, 1254, 446, 1264]
